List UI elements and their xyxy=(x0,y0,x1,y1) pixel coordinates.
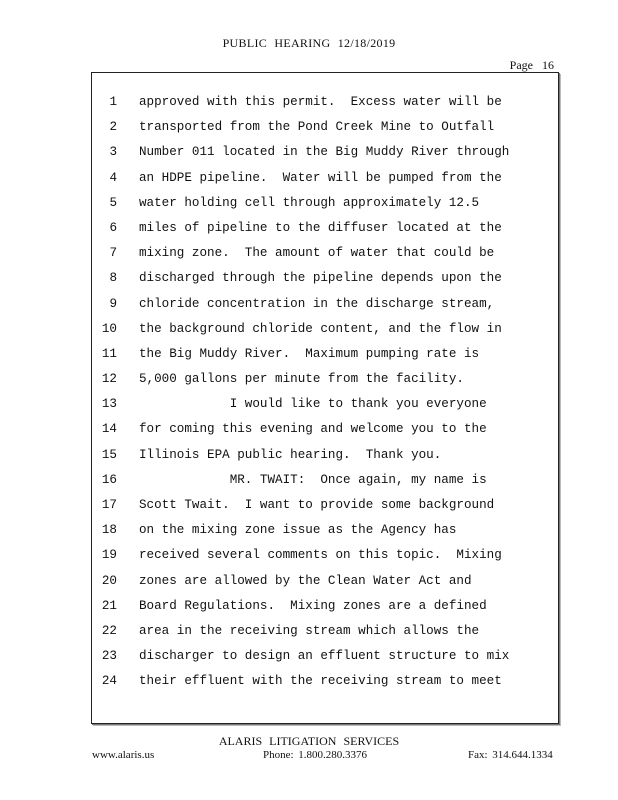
line-number: 13 xyxy=(101,397,117,412)
transcript-line xyxy=(92,619,558,644)
page-number-label: Page 16 xyxy=(509,58,554,72)
page-header-title: PUBLIC HEARING 12/18/2019 xyxy=(222,36,396,50)
line-number: 20 xyxy=(101,573,117,588)
line-text: an HDPE pipeline. Water will be pumped from the xyxy=(139,170,502,185)
transcript-line xyxy=(92,594,558,619)
line-text: the Big Muddy River. Maximum pumping rate is xyxy=(139,346,480,361)
line-number: 8 xyxy=(109,271,117,286)
transcript-line xyxy=(92,417,558,442)
transcript-line xyxy=(92,392,558,417)
line-number: 7 xyxy=(109,246,117,261)
transcript-line xyxy=(92,191,558,216)
line-text: MR. TWAIT: Once again, my name is xyxy=(139,472,487,487)
line-number: 5 xyxy=(109,195,117,210)
line-number: 18 xyxy=(101,523,117,538)
line-number: 19 xyxy=(101,548,117,563)
transcript-line xyxy=(92,266,558,291)
line-text: area in the receiving stream which allows the xyxy=(139,623,480,638)
footer-phone: Phone: 1.800.280.3376 xyxy=(263,749,368,761)
line-number: 21 xyxy=(101,598,117,613)
line-number: 24 xyxy=(101,674,117,689)
line-text: chloride concentration in the discharge stream, xyxy=(139,296,495,311)
transcript-line xyxy=(92,669,558,694)
transcript-line xyxy=(92,216,558,241)
line-text: miles of pipeline to the diffuser located at the xyxy=(139,220,502,235)
line-text: discharger to design an effluent structure to mix xyxy=(139,649,510,664)
line-text: their effluent with the receiving stream to meet xyxy=(139,674,502,689)
line-text: on the mixing zone issue as the Agency has xyxy=(139,523,457,538)
line-text: water holding cell through approximately 12.5 xyxy=(139,195,480,210)
line-number: 2 xyxy=(109,120,117,135)
transcript-line xyxy=(92,342,558,367)
line-text: transported from the Pond Creek Mine to Outfall xyxy=(139,120,495,135)
transcript-line xyxy=(92,241,558,266)
line-text: the background chloride content, and the flow in xyxy=(139,321,502,336)
transcript-line xyxy=(92,367,558,392)
line-number: 17 xyxy=(101,498,117,512)
line-text: Board Regulations. Mixing zones are a defined xyxy=(139,598,487,613)
transcript-lines xyxy=(92,90,558,695)
transcript-line xyxy=(92,166,558,191)
transcript-line xyxy=(92,518,558,543)
footer-fax: Fax: 314.644.1334 xyxy=(468,749,553,761)
line-text: zones are allowed by the Clean Water Act and xyxy=(139,573,472,588)
line-text: Number 011 located in the Big Muddy River through xyxy=(139,145,510,160)
line-number: 11 xyxy=(101,346,117,361)
line-number: 9 xyxy=(109,296,117,311)
line-number: 12 xyxy=(101,372,117,387)
line-text: Scott Twait. I want to provide some background xyxy=(139,498,495,512)
transcript-line xyxy=(92,493,558,518)
transcript-line xyxy=(92,468,558,493)
line-text: approved with this permit. Excess water will be xyxy=(139,95,502,109)
line-text: mixing zone. The amount of water that could be xyxy=(139,246,495,261)
transcript-line xyxy=(92,292,558,317)
line-number: 16 xyxy=(101,472,117,487)
transcript-line xyxy=(92,543,558,568)
line-text: I would like to thank you everyone xyxy=(139,397,487,412)
transcript-frame xyxy=(91,72,559,724)
line-number: 15 xyxy=(101,447,117,462)
line-text: for coming this evening and welcome you to the xyxy=(139,422,487,437)
line-number: 3 xyxy=(109,145,117,160)
transcript-line xyxy=(92,90,558,115)
line-number: 1 xyxy=(109,95,117,109)
line-number: 10 xyxy=(101,321,117,336)
transcript-line xyxy=(92,443,558,468)
footer-company: ALARIS LITIGATION SERVICES xyxy=(218,734,400,748)
transcript-line xyxy=(92,569,558,594)
line-text: received several comments on this topic. Mixing xyxy=(139,548,502,563)
line-number: 6 xyxy=(109,220,117,235)
footer-website: www.alaris.us xyxy=(92,749,155,761)
line-text: discharged through the pipeline depends upon the xyxy=(139,271,502,286)
line-text: 5,000 gallons per minute from the facility. xyxy=(139,372,464,387)
line-number: 22 xyxy=(101,623,117,638)
line-number: 14 xyxy=(101,422,117,437)
line-number: 23 xyxy=(101,649,117,664)
transcript-line xyxy=(92,115,558,140)
line-number: 4 xyxy=(109,170,117,185)
line-text: Illinois EPA public hearing. Thank you. xyxy=(139,447,442,462)
transcript-line xyxy=(92,644,558,669)
transcript-line xyxy=(92,317,558,342)
transcript-line xyxy=(92,140,558,165)
